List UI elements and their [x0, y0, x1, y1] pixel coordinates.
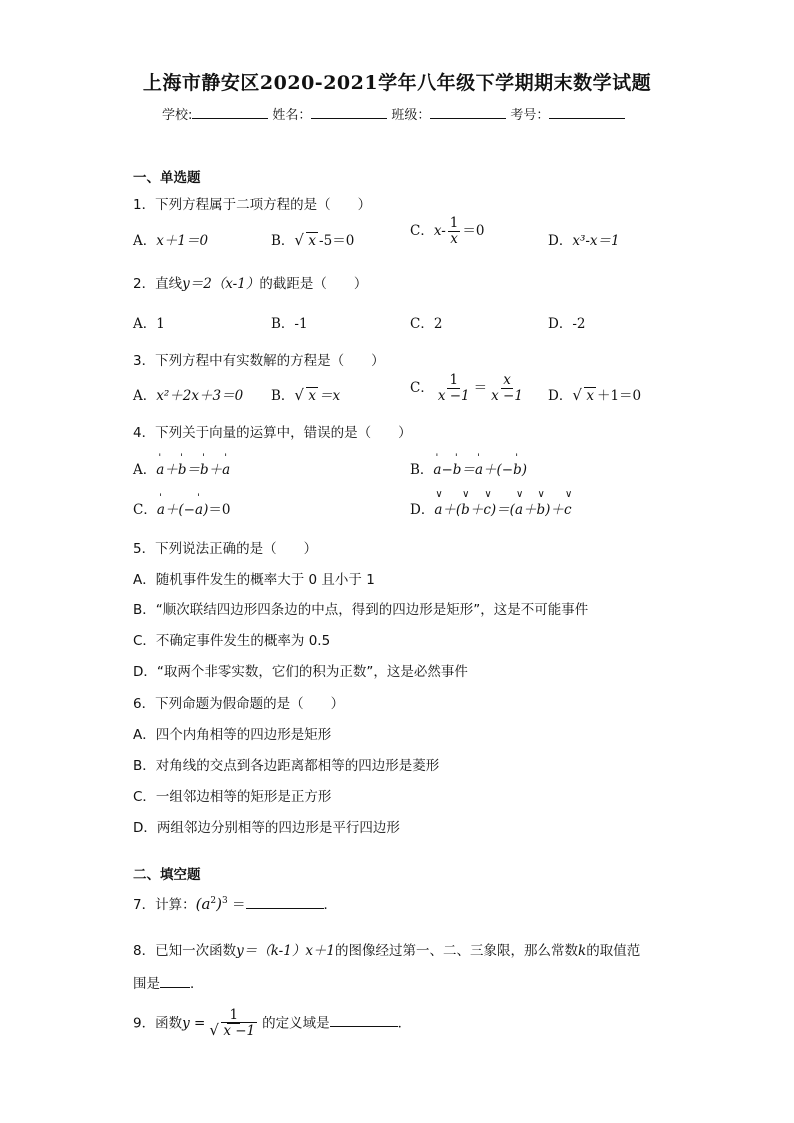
question-5-option-d[interactable]: D．“取两个非零实数，它们的积为正数”，这是必然事件	[133, 664, 468, 680]
name-field[interactable]	[311, 106, 387, 119]
question-1-option-b[interactable]: B．√ x -5＝0	[271, 229, 354, 249]
question-8-answer-blank[interactable]	[160, 975, 190, 988]
question-4-option-a[interactable]: A．ˈ a＋ˈ b＝ˈ b＋ˈ a	[133, 458, 230, 478]
number-field[interactable]	[549, 106, 625, 119]
question-5-option-c[interactable]: C．不确定事件发生的概率为 0.5	[133, 633, 331, 649]
question-8-line-1: 8．已知一次函数y＝（k-1）x＋1的图像经过第一、二、三象限，那么常数k的取值范	[133, 943, 641, 959]
question-4-option-c[interactable]: C．ˈ a＋(−ˈ a)＝0	[133, 498, 230, 518]
school-field[interactable]	[192, 106, 268, 119]
question-3-option-c[interactable]: C． $\frac{1}{x -1}$ ＝ $\frac{x}{x -1}$	[410, 372, 523, 404]
question-6-stem: 6．下列命题为假命题的是（ ）	[133, 696, 345, 712]
question-6-option-c[interactable]: C．一组邻边相等的矩形是正方形	[133, 789, 332, 805]
question-3-stem: 3．下列方程中有实数解的方程是（ ）	[133, 353, 385, 369]
page-title: 上海市静安区2020-2021学年八年级下学期期末数学试题	[142, 72, 652, 94]
question-9: 9．函数y = 1 √ x −1 的定义域是 ．	[133, 1008, 411, 1039]
class-label: 班级：	[391, 108, 431, 123]
question-3-option-d[interactable]: D．√ x ＋1＝0	[548, 384, 641, 404]
class-field[interactable]	[430, 106, 506, 119]
question-5-option-b[interactable]: B．“顺次联结四边形四条边的中点，得到的四边形是矩形”，这是不可能事件	[133, 602, 589, 618]
question-9-answer-blank[interactable]	[330, 1014, 398, 1027]
question-2-option-d[interactable]: D．-2	[548, 316, 586, 332]
number-label: 考号：	[510, 108, 550, 123]
question-1-option-c[interactable]: C．x- $\frac{1}{x}$ ＝0	[410, 215, 485, 247]
question-6-option-d[interactable]: D．两组邻边分别相等的四边形是平行四边形	[133, 820, 400, 836]
question-1-option-d[interactable]: D．x³-x＝1	[548, 233, 620, 249]
question-4-option-b[interactable]: B．ˈ a−ˈ b＝ˈ a＋(−ˈ b)	[410, 458, 527, 478]
question-5-option-a[interactable]: A．随机事件发生的概率大于 0 且小于 1	[133, 572, 375, 588]
question-2-stem: 2．直线y＝2（x-1）的截距是（ ）	[133, 276, 368, 292]
question-1-option-a[interactable]: A．x＋1＝0	[133, 233, 209, 249]
question-8-line-2: 围是 ．	[133, 976, 204, 992]
school-label: 学校:	[162, 108, 193, 123]
question-4-option-d[interactable]: D．∨ a＋(∨ b＋∨ c)＝(∨ a＋∨ b)＋∨ c	[410, 498, 572, 518]
question-1-stem: 1．下列方程属于二项方程的是（ ）	[133, 197, 372, 213]
question-4-stem: 4．下列关于向量的运算中，错误的是（ ）	[133, 425, 412, 441]
question-2-option-c[interactable]: C．2	[410, 316, 443, 332]
question-7-answer-blank[interactable]	[246, 896, 324, 909]
name-label: 姓名：	[272, 108, 312, 123]
question-3-option-b[interactable]: B．√ x ＝x	[271, 384, 340, 404]
section-heading-single-choice: 一、单选题	[133, 170, 201, 186]
question-2-option-a[interactable]: A．1	[133, 316, 165, 332]
question-3-option-a[interactable]: A．x²＋2x＋3＝0	[133, 388, 244, 404]
question-6-option-b[interactable]: B．对角线的交点到各边距离都相等的四边形是菱形	[133, 758, 440, 774]
question-5-stem: 5．下列说法正确的是（ ）	[133, 541, 318, 557]
question-2-option-b[interactable]: B．-1	[271, 316, 308, 332]
section-heading-fill-blank: 二、填空题	[133, 867, 201, 883]
question-6-option-a[interactable]: A．四个内角相等的四边形是矩形	[133, 727, 332, 743]
student-info-line	[162, 104, 629, 123]
question-7: 7．计算：$(a^2)^3$ ＝ ．	[133, 895, 338, 913]
